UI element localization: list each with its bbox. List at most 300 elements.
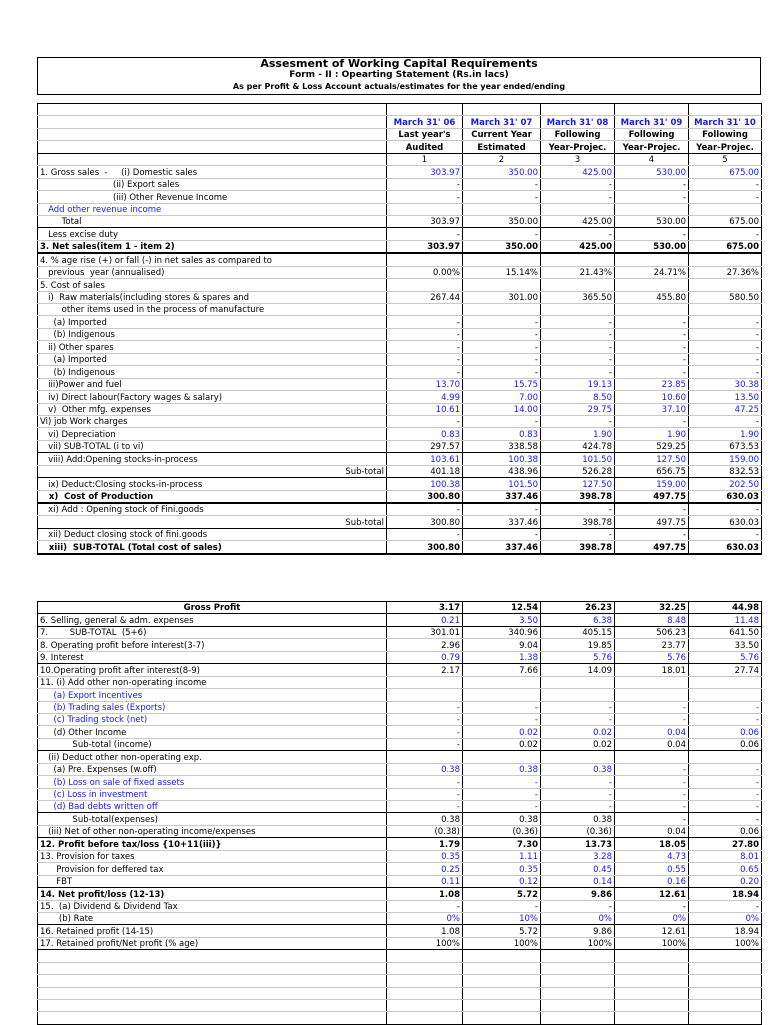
row-value: 0.14 — [541, 875, 615, 887]
row-value — [541, 987, 615, 999]
row-value — [387, 962, 463, 974]
table-row — [38, 788, 762, 800]
row-value: 675.00 — [689, 240, 762, 253]
row-value: 159.00 — [689, 453, 762, 465]
header-spacer — [541, 104, 615, 116]
table-row — [38, 614, 762, 626]
column-heading: Year-Projec. — [689, 141, 762, 153]
row-value: - — [689, 341, 762, 353]
row-value: 1.90 — [615, 428, 689, 440]
row-value: 18.01 — [615, 664, 689, 676]
row-label: 1. Gross sales - (i) Domestic sales — [38, 166, 387, 178]
row-value: 100% — [689, 937, 762, 949]
row-value: - — [615, 328, 689, 340]
row-value — [689, 962, 762, 974]
row-value — [541, 975, 615, 987]
row-value: - — [689, 178, 762, 190]
column-number: 4 — [615, 153, 689, 165]
table-row — [38, 850, 762, 862]
column-number: 2 — [463, 153, 541, 165]
row-label: 9. Interest — [38, 651, 387, 663]
row-value: 0.45 — [541, 863, 615, 875]
row-value: 365.50 — [541, 291, 615, 303]
table-row — [38, 378, 762, 390]
row-value: - — [541, 713, 615, 725]
row-value: 350.00 — [463, 240, 541, 253]
row-label: Sub-total (income) — [38, 738, 387, 750]
row-value: 0.02 — [541, 738, 615, 750]
row-label: (a) Imported — [38, 353, 387, 365]
table-row — [38, 403, 762, 415]
row-value: 10.60 — [615, 391, 689, 403]
row-value: 0.38 — [463, 763, 541, 775]
row-value: - — [615, 191, 689, 203]
header-label-cell — [38, 128, 387, 140]
table-row — [38, 328, 762, 340]
row-value — [541, 962, 615, 974]
table-row — [38, 465, 762, 477]
row-label: iv) Direct labour(Factory wages & salary) — [38, 391, 387, 403]
row-label: (c) Loss in investment — [38, 788, 387, 800]
row-value: - — [615, 228, 689, 240]
table-row — [38, 228, 762, 240]
row-label: vii) SUB-TOTAL (i to vi) — [38, 440, 387, 452]
row-value: 100.38 — [387, 478, 463, 490]
row-value — [463, 962, 541, 974]
row-value: - — [541, 341, 615, 353]
row-label: Sub-total — [38, 465, 387, 477]
row-value: - — [689, 813, 762, 825]
row-value: 5.76 — [541, 651, 615, 663]
row-value: 29.75 — [541, 403, 615, 415]
row-label: xii) Deduct closing stock of fini.goods — [38, 528, 387, 540]
table-row — [38, 950, 762, 962]
row-value: - — [615, 528, 689, 540]
row-label — [38, 975, 387, 987]
row-value — [387, 689, 463, 701]
row-value: 530.00 — [615, 215, 689, 227]
row-value: 23.85 — [615, 378, 689, 390]
row-label: (a) Pre. Expenses (w.off) — [38, 763, 387, 775]
row-value: 1.90 — [689, 428, 762, 440]
row-label: (a) Export Incentives — [38, 689, 387, 701]
row-value: - — [463, 415, 541, 427]
row-value: - — [689, 763, 762, 775]
row-value: 455.80 — [615, 291, 689, 303]
row-value — [463, 975, 541, 987]
row-value: 0% — [689, 912, 762, 924]
row-value: 7.30 — [463, 838, 541, 850]
row-value: 4.73 — [615, 850, 689, 862]
row-value: 530.00 — [615, 166, 689, 178]
row-value: - — [387, 713, 463, 725]
row-value: 0% — [615, 912, 689, 924]
column-date: March 31' 06 — [387, 116, 463, 128]
row-value: - — [541, 178, 615, 190]
row-value: 300.80 — [387, 490, 463, 503]
row-label: xi) Add : Opening stock of Fini.goods — [38, 503, 387, 516]
table-row — [38, 626, 762, 638]
row-value: 7.00 — [463, 391, 541, 403]
row-value: 0.38 — [541, 763, 615, 775]
table-row — [38, 440, 762, 452]
table-row — [38, 602, 762, 614]
table-row — [38, 875, 762, 887]
row-label — [38, 1000, 387, 1012]
row-value: 0.12 — [463, 875, 541, 887]
table-row — [38, 178, 762, 190]
row-value: 12.54 — [463, 602, 541, 614]
row-label: x) Cost of Production — [38, 490, 387, 503]
column-heading: Last year's — [387, 128, 463, 140]
row-value: 13.73 — [541, 838, 615, 850]
operating-statement-table — [37, 103, 762, 555]
row-label: v) Other mfg. expenses — [38, 403, 387, 415]
row-value: - — [615, 341, 689, 353]
row-label: (b) Loss on sale of fixed assets — [38, 776, 387, 788]
row-value: 1.08 — [387, 925, 463, 937]
table-row — [38, 316, 762, 328]
row-value — [463, 253, 541, 266]
row-value — [463, 279, 541, 291]
row-value: 350.00 — [463, 215, 541, 227]
row-value — [387, 304, 463, 316]
row-value: 425.00 — [541, 215, 615, 227]
row-label — [38, 950, 387, 962]
row-label: Provision for deffered tax — [38, 863, 387, 875]
row-value: - — [689, 353, 762, 365]
row-value: - — [689, 366, 762, 378]
row-value: - — [387, 801, 463, 813]
row-value: 350.00 — [463, 166, 541, 178]
row-value: - — [615, 801, 689, 813]
row-value: - — [689, 528, 762, 540]
row-value — [689, 304, 762, 316]
row-value — [387, 987, 463, 999]
row-value: 338.58 — [463, 440, 541, 452]
row-value — [615, 689, 689, 701]
table-row — [38, 391, 762, 403]
row-value: 630.03 — [689, 490, 762, 503]
row-value — [387, 1012, 463, 1024]
row-value: 401.18 — [387, 465, 463, 477]
form-title: Form - II : Opearting Statement (Rs.in lacs) — [289, 70, 509, 80]
row-value: - — [387, 503, 463, 516]
table-row — [38, 266, 762, 278]
column-heading: Following — [615, 128, 689, 140]
row-value — [615, 203, 689, 215]
row-value: 27.74 — [689, 664, 762, 676]
row-label: vi) Depreciation — [38, 428, 387, 440]
row-value: 33.50 — [689, 639, 762, 651]
row-label: Gross Profit — [38, 602, 387, 614]
row-value: - — [541, 701, 615, 713]
header-label-cell — [38, 116, 387, 128]
row-value: 0.38 — [541, 813, 615, 825]
row-label: 7. SUB-TOTAL (5+6) — [38, 626, 387, 638]
row-value: - — [615, 788, 689, 800]
row-value: 202.50 — [689, 478, 762, 490]
row-value: 301.01 — [387, 626, 463, 638]
row-value: 10% — [463, 912, 541, 924]
row-value: - — [387, 228, 463, 240]
row-value: 10.61 — [387, 403, 463, 415]
row-value: 438.96 — [463, 465, 541, 477]
row-value — [689, 975, 762, 987]
table-row — [38, 651, 762, 663]
table-row — [38, 975, 762, 987]
row-value: - — [689, 776, 762, 788]
row-value: - — [463, 341, 541, 353]
row-value — [615, 279, 689, 291]
table-row — [38, 166, 762, 178]
row-value — [689, 1000, 762, 1012]
title-frame — [37, 57, 761, 95]
table-row — [38, 937, 762, 949]
row-value — [615, 1000, 689, 1012]
column-number: 1 — [387, 153, 463, 165]
row-label: (b) Indigenous — [38, 328, 387, 340]
row-value: 340.96 — [463, 626, 541, 638]
row-label: 12. Profit before tax/loss {10+11(iii)} — [38, 838, 387, 850]
row-value: - — [387, 191, 463, 203]
row-value — [541, 279, 615, 291]
row-value: - — [463, 801, 541, 813]
row-value: - — [615, 701, 689, 713]
row-value: 0.65 — [689, 863, 762, 875]
table-row — [38, 503, 762, 516]
row-value — [541, 950, 615, 962]
row-label: 11. (i) Add other non-operating income — [38, 676, 387, 688]
row-value: 0.83 — [387, 428, 463, 440]
row-value: 7.66 — [463, 664, 541, 676]
row-value — [615, 962, 689, 974]
row-value: 303.97 — [387, 215, 463, 227]
row-value: 0.25 — [387, 863, 463, 875]
table-row — [38, 1000, 762, 1012]
column-heading: Estimated — [463, 141, 541, 153]
row-label: Vi) job Work charges — [38, 415, 387, 427]
row-value — [689, 203, 762, 215]
row-label: i) Raw materials(including stores & spares and — [38, 291, 387, 303]
row-value — [541, 751, 615, 763]
row-value: (0.38) — [387, 825, 463, 837]
row-label: 16. Retained profit (14-15) — [38, 925, 387, 937]
row-value: - — [615, 366, 689, 378]
row-value: 425.00 — [541, 166, 615, 178]
row-value: 0.11 — [387, 875, 463, 887]
row-value: 15.14% — [463, 266, 541, 278]
row-value: 0.06 — [689, 738, 762, 750]
row-value: 267.44 — [387, 291, 463, 303]
row-value: 3.28 — [541, 850, 615, 862]
row-label: 10.Operating profit after interest(8-9) — [38, 664, 387, 676]
row-value: 424.78 — [541, 440, 615, 452]
row-value: 9.04 — [463, 639, 541, 651]
table-row — [38, 801, 762, 813]
row-value: 24.71% — [615, 266, 689, 278]
row-value: - — [463, 178, 541, 190]
row-value: 673.53 — [689, 440, 762, 452]
row-value: - — [615, 353, 689, 365]
row-value: 32.25 — [615, 602, 689, 614]
row-value: 13.70 — [387, 378, 463, 390]
table-row — [38, 863, 762, 875]
row-value: - — [541, 228, 615, 240]
row-label: (b) Trading sales (Exports) — [38, 701, 387, 713]
row-value: 0.21 — [387, 614, 463, 626]
row-value — [689, 689, 762, 701]
row-value: 398.78 — [541, 516, 615, 528]
row-value: (0.36) — [541, 825, 615, 837]
row-value: - — [615, 763, 689, 775]
row-label: ii) Other spares — [38, 341, 387, 353]
column-heading: Year-Projec. — [615, 141, 689, 153]
row-value: 405.15 — [541, 626, 615, 638]
row-value: 425.00 — [541, 240, 615, 253]
row-value: - — [387, 316, 463, 328]
table-row — [38, 664, 762, 676]
sheet-title: Assesment of Working Capital Requirements — [260, 57, 538, 70]
row-value — [541, 689, 615, 701]
row-value: - — [387, 738, 463, 750]
row-label — [38, 987, 387, 999]
row-value — [541, 1000, 615, 1012]
row-label: 17. Retained profit/Net profit (% age) — [38, 937, 387, 949]
table-row — [38, 191, 762, 203]
row-value: - — [387, 178, 463, 190]
row-value — [463, 676, 541, 688]
row-value: 303.97 — [387, 166, 463, 178]
row-value — [541, 676, 615, 688]
row-value — [463, 987, 541, 999]
row-value — [463, 1012, 541, 1024]
row-value: 100% — [541, 937, 615, 949]
table-row — [38, 726, 762, 738]
row-value: 1.38 — [463, 651, 541, 663]
table-row — [38, 428, 762, 440]
sheet-subtitle: As per Profit & Loss Account actuals/estimates for the year ended/ending — [232, 82, 566, 91]
row-value: 303.97 — [387, 240, 463, 253]
table-row — [38, 341, 762, 353]
row-value: - — [541, 776, 615, 788]
row-value — [541, 304, 615, 316]
row-value — [689, 253, 762, 266]
table-row — [38, 516, 762, 528]
row-label: Less excise duty — [38, 228, 387, 240]
row-value: - — [463, 328, 541, 340]
row-value: 127.50 — [615, 453, 689, 465]
row-value: 44.98 — [689, 602, 762, 614]
row-value: - — [615, 813, 689, 825]
table-row — [38, 888, 762, 900]
row-value: - — [387, 701, 463, 713]
row-label: iii)Power and fuel — [38, 378, 387, 390]
row-value: 15.75 — [463, 378, 541, 390]
row-value: 27.80 — [689, 838, 762, 850]
row-value: 23.77 — [615, 639, 689, 651]
row-value: 100% — [463, 937, 541, 949]
table-row — [38, 838, 762, 850]
row-label: (iii) Other Revenue Income — [38, 191, 387, 203]
row-value: - — [615, 316, 689, 328]
row-value: 14.09 — [541, 664, 615, 676]
row-value: - — [541, 366, 615, 378]
row-label: 5. Cost of sales — [38, 279, 387, 291]
row-label: (d) Bad debts written off — [38, 801, 387, 813]
table-row — [38, 900, 762, 912]
table-row — [38, 279, 762, 291]
row-value: - — [387, 528, 463, 540]
row-value: - — [689, 900, 762, 912]
row-value: 8.50 — [541, 391, 615, 403]
row-value: - — [541, 191, 615, 203]
row-value: 6.38 — [541, 614, 615, 626]
row-value: 47.25 — [689, 403, 762, 415]
row-value: 27.36% — [689, 266, 762, 278]
table-row — [38, 676, 762, 688]
row-value — [615, 1012, 689, 1024]
column-heading: Following — [541, 128, 615, 140]
row-value: - — [463, 528, 541, 540]
column-heading: Year-Projec. — [541, 141, 615, 153]
row-value: - — [541, 353, 615, 365]
row-value: 9.86 — [541, 925, 615, 937]
row-value: 526.28 — [541, 465, 615, 477]
row-value: 0.02 — [463, 726, 541, 738]
row-value: 656.75 — [615, 465, 689, 477]
row-value — [615, 950, 689, 962]
table-row — [38, 453, 762, 465]
table-row — [38, 925, 762, 937]
row-value — [387, 676, 463, 688]
row-value: - — [463, 353, 541, 365]
row-value: - — [463, 366, 541, 378]
row-label — [38, 962, 387, 974]
row-label: other items used in the process of manufacture — [38, 304, 387, 316]
row-label: 14. Net profit/loss (12-13) — [38, 888, 387, 900]
header-spacer — [38, 104, 387, 116]
row-value: - — [463, 228, 541, 240]
table-row — [38, 987, 762, 999]
row-value: - — [541, 328, 615, 340]
row-label: xiii) SUB-TOTAL (Total cost of sales) — [38, 541, 387, 554]
row-value: 14.00 — [463, 403, 541, 415]
row-value — [689, 1012, 762, 1024]
row-value — [387, 203, 463, 215]
row-value: - — [387, 328, 463, 340]
row-value — [387, 950, 463, 962]
row-value: 30.38 — [689, 378, 762, 390]
table-row — [38, 541, 762, 554]
row-value: 580.50 — [689, 291, 762, 303]
row-value: 5.76 — [689, 651, 762, 663]
row-value: 1.11 — [463, 850, 541, 862]
row-value: 127.50 — [541, 478, 615, 490]
row-value: 0.02 — [463, 738, 541, 750]
table-row — [38, 528, 762, 540]
table-row — [38, 415, 762, 427]
row-label: viii) Add:Opening stocks-in-process — [38, 453, 387, 465]
row-value: - — [615, 776, 689, 788]
row-value: 0.38 — [387, 763, 463, 775]
row-value — [541, 1012, 615, 1024]
row-value: 0.06 — [689, 726, 762, 738]
table-row — [38, 738, 762, 750]
row-value: - — [387, 366, 463, 378]
row-value: 297.57 — [387, 440, 463, 452]
row-value: 300.80 — [387, 541, 463, 554]
